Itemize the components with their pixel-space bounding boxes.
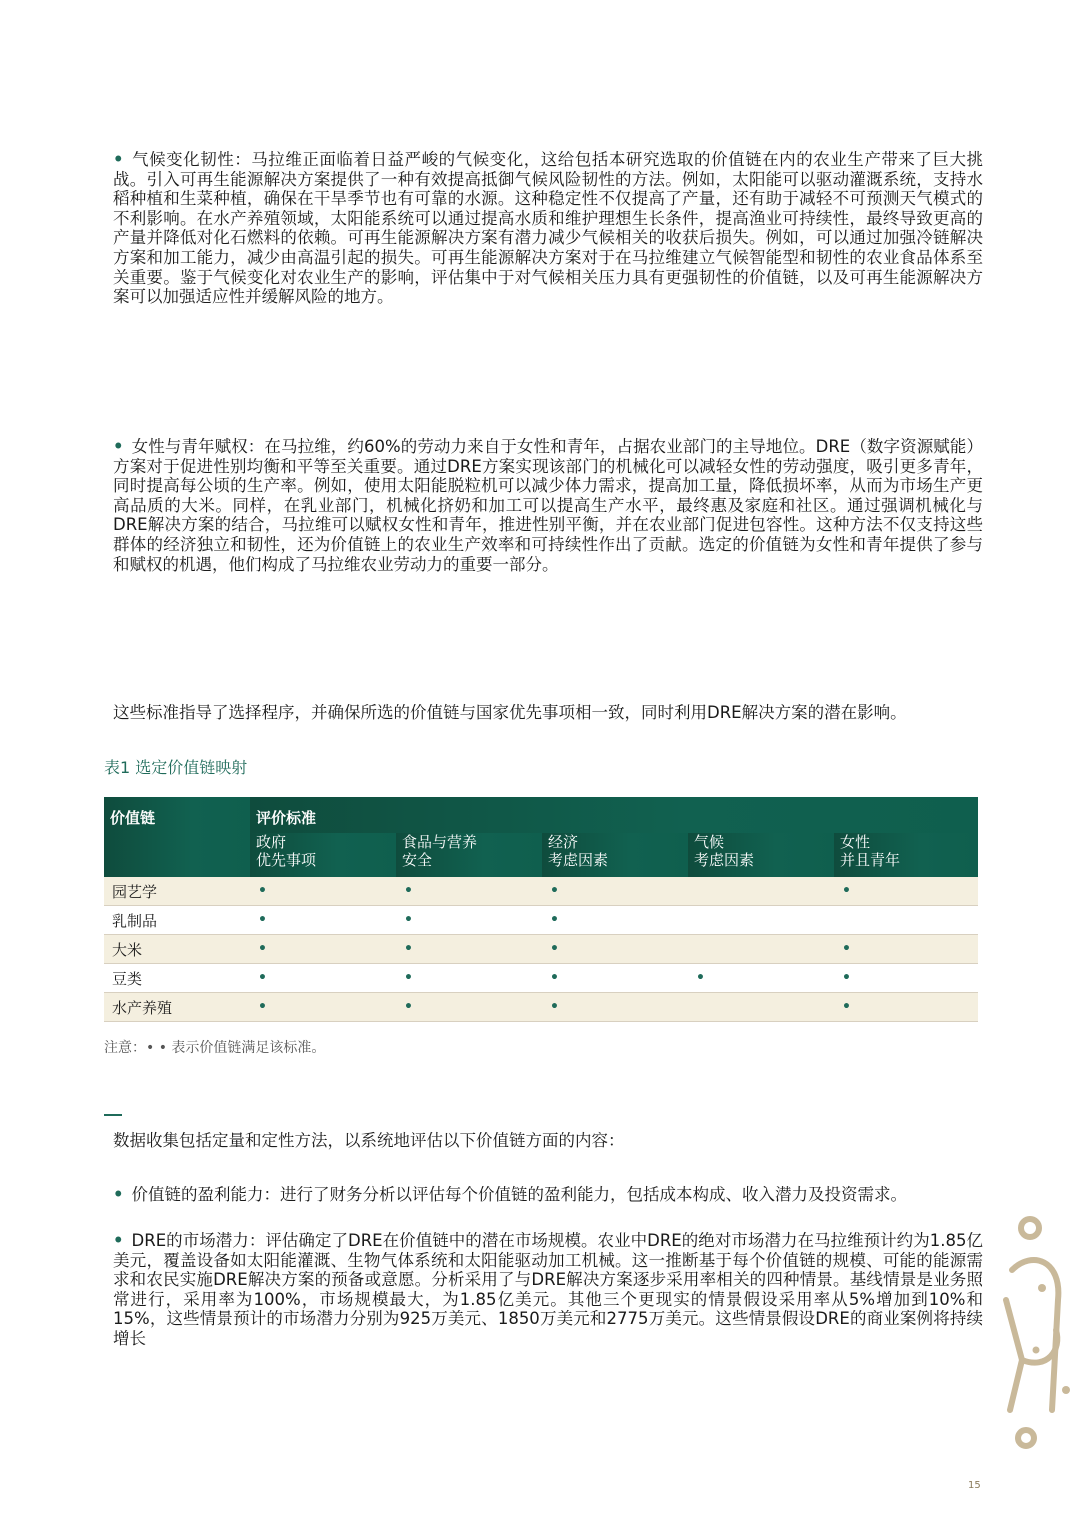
check-dot: • [542,964,688,993]
women-youth-text: 女性与青年赋权：在马拉维，约60%的劳动力来自于女性和青年，占据农业部门的主导地位。DRE（数字资源赋能）方案对于促进性别均衡和平等至关重要。通过DRE方案实现该部门的机械化可以减轻女性的劳动强度，吸引更多青年，同时提高每公顷的生产率。例如，使用太阳能脱粒机可以减少体力需求，提高加工量，降低损坏率，从而为市场生产更高品质的大米。同样，在乳业部门，机械化挤奶和加工可以提高生产水平，最终惠及家庭和社区。通过强调机械化与DRE解决方案的结合，马拉维可以赋权女性和青年，推进性别平衡，并在农业部门促进包容性。这种方法不仅支持这些群体的经济独立和韧性，还为价值链上的农业生产效率和可持续性作出了贡献。选定的价值链为女性和青年提供了参与和赋权的机遇，他们构成了马拉维农业劳动力的重要一部分。 [113,437,983,574]
data-collection-paragraph: 数据收集包括定量和定性方法，以系统地评估以下价值链方面的内容： [113,1131,625,1150]
table-row [104,935,978,964]
profitability-text: 价值链的盈利能力：进行了财务分析以评估每个价值链的盈利能力，包括成本构成、收入潜力及投资需求。 [131,1185,908,1204]
climate-resilience-paragraph [113,150,983,307]
header-criterion: 经济 考虑因素 [542,833,688,877]
bullet-icon: • [113,1231,124,1250]
row-label: 园艺学 [104,877,250,906]
row-label: 豆类 [104,964,250,993]
row-label: 大米 [104,935,250,964]
check-dot: • [834,877,978,906]
check-dot [688,906,834,935]
header-criterion: 政府 优先事项 [250,833,396,877]
market-potential-paragraph [113,1231,983,1349]
check-dot: • [250,964,396,993]
check-dot: • [542,906,688,935]
bullet-icon: • [113,150,124,169]
header-criterion: 气候 考虑因素 [688,833,834,877]
table-row [104,906,978,935]
check-dot [688,877,834,906]
check-dot: • [396,964,542,993]
check-dot: • [396,935,542,964]
decorative-ornament-icon [992,1210,1076,1460]
check-dot [688,935,834,964]
check-dot: • [250,877,396,906]
criteria-paragraph: 这些标准指导了选择程序，并确保所选的价值链与国家优先事项相一致，同时利用DRE解决方案的潜在影响。 [113,703,907,722]
check-dot: • [834,993,978,1022]
header-criterion: 食品与营养 安全 [396,833,542,877]
check-dot: • [688,964,834,993]
section-divider [104,1114,122,1116]
value-chain-table [104,797,978,1022]
check-dot: • [542,877,688,906]
table-row [104,993,978,1022]
header-value-chain: 价值链 [104,797,250,833]
check-dot: • [396,993,542,1022]
check-dot [688,993,834,1022]
row-label: 水产养殖 [104,993,250,1022]
check-dot: • [542,935,688,964]
table-row [104,964,978,993]
table-title: 表1 选定价值链映射 [104,758,248,777]
bullet-icon: • [113,1185,124,1204]
bullet-icon: • [113,437,124,456]
check-dot [834,906,978,935]
profitability-paragraph [113,1185,983,1205]
row-label: 乳制品 [104,906,250,935]
check-dot: • [834,935,978,964]
header-criterion: 女性 并且青年 [834,833,978,877]
check-dot: • [250,993,396,1022]
check-dot: • [396,906,542,935]
header-criteria-group: 评价标准 [250,797,978,833]
table-row [104,877,978,906]
check-dot: • [542,993,688,1022]
women-youth-paragraph [113,437,983,574]
table-note: 注意：• • 表示价值链满足该标准。 [104,1040,326,1056]
check-dot: • [396,877,542,906]
check-dot: • [250,935,396,964]
page-number: 15 [968,1480,981,1491]
market-potential-text: DRE的市场潜力：评估确定了DRE在价值链中的潜在市场规模。农业中DRE的绝对市场潜力在马拉维预计约为1.85亿美元，覆盖设备如太阳能灌溉、生物气体系统和太阳能驱动加工机械。这一推断基于每个价值链的规模、可能的能源需求和农民实施DRE解决方案的预备或意愿。分析采用了与DRE解决方案逐步采用率相关的四种情景。基线情景是业务照常进行，采用率为100%，市场规模最大，为1.85亿美元。其他三个更现实的情景假设采用率从5%增加到10%和15%，这些情景预计的市场潜力分别为925万美元、1850万美元和2775万美元。这些情景假设DRE的商业案例将持续增长 [113,1231,983,1348]
climate-resilience-text: 气候变化韧性：马拉维正面临着日益严峻的气候变化，这给包括本研究选取的价值链在内的农业生产带来了巨大挑战。引入可再生能源解决方案提供了一种有效提高抵御气候风险韧性的方法。例如，太阳能可以驱动灌溉系统，支持水稻种植和生菜种植，确保在干旱季节也有可靠的水源。这种稳定性不仅提高了产量，还有助于减轻不可预测天气模式的不利影响。在水产养殖领域，太阳能系统可以通过提高水质和维护理想生长条件，提高渔业可持续性，最终导致更高的产量并降低对化石燃料的依赖。可再生能源解决方案有潜力减少气候相关的收获后损失。例如，可以通过加强冷链解决方案和加工能力，减少由高温引起的损失。可再生能源解决方案对于在马拉维建立气候智能型和韧性的农业食品体系至关重要。鉴于气候变化对农业生产的影响，评估集中于对气候相关压力具有更强韧性的价值链，以及可再生能源解决方案可以加强适应性并缓解风险的地方。 [113,150,983,307]
check-dot: • [834,964,978,993]
check-dot: • [250,906,396,935]
